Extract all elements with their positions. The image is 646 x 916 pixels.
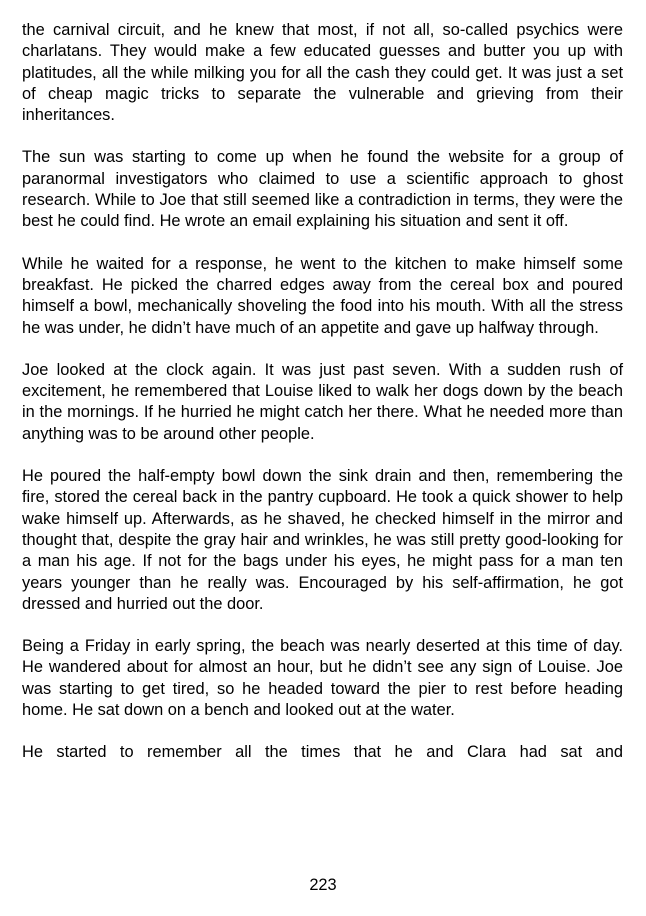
paragraph: Joe looked at the clock again. It was just past seven. With a sudden rush of excitement, he remembered that Louise liked to walk her dogs down by the beach in the mornings. If he hurried he might catch her there. What he needed more than anything was to be around other people. [22, 360, 623, 443]
paragraph: He poured the half-empty bowl down the sink drain and then, remembering the fire, stored the cereal back in the pantry cupboard. He took a quick shower to help wake himself up. Afterwards, as he shaved, he checked himself in the mirror and thought that, despite the gray hair and wrinkles, he was still pretty good-looking for a man his age. If not for the bags under his eyes, he might pass for a man ten years younger than he really was. Encouraged by his self-affirmation, he got dressed and hurried out the door. [22, 467, 623, 613]
paragraph: He started to remember all the times that he and Clara had sat and [22, 743, 623, 762]
paragraph: Being a Friday in early spring, the beach was nearly deserted at this time of day. He wandered about for almost an hour, but he didn’t see any sign of Louise. Joe was starting to get tired, so he headed toward the pier to rest before heading home. He sat down on a bench and looked out at the water. [22, 637, 623, 720]
paragraph: The sun was starting to come up when he found the website for a group of paranormal investigators who claimed to use a scientific approach to ghost research. While to Joe that still seemed like a contradiction in terms, they were the best he could find. He wrote an email explaining his situation and sent it off. [22, 148, 623, 231]
paragraph: the carnival circuit, and he knew that most, if not all, so-called psychics were charlatans. They would make a few educated guesses and butter you up with platitudes, all the while milking you for all the cash they could get. It was just a set of cheap magic tricks to separate the vulnerable and grieving from their inheritances. [22, 21, 623, 125]
paragraph: While he waited for a response, he went to the kitchen to make himself some breakfast. He picked the charred edges away from the cereal box and poured himself a bowl, mechanically shoveling the food into his mouth. With all the stress he was under, he didn’t have much of an appetite and gave up halfway through. [22, 254, 623, 337]
page-body [22, 20, 623, 785]
page-number: 223 [309, 876, 337, 894]
